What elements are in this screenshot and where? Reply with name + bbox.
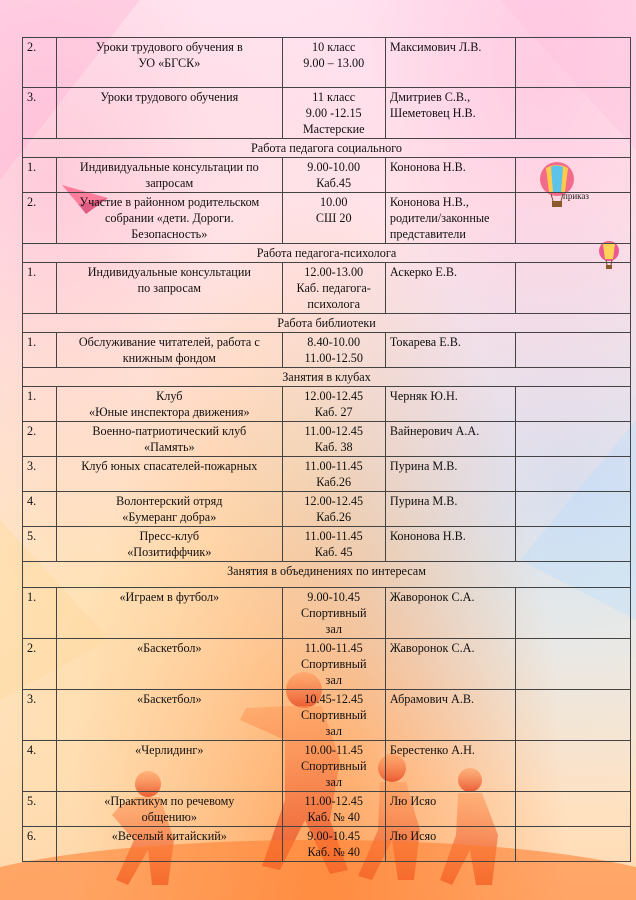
activity-cell: «Веселый китайский» [57, 827, 282, 862]
table-row [23, 193, 631, 244]
notes-cell [516, 38, 631, 88]
notes-cell [516, 333, 631, 368]
activity-cell: Индивидуальные консультации по запросам [57, 263, 282, 314]
table-row [23, 792, 631, 827]
table-row [23, 88, 631, 139]
activity-cell: Уроки трудового обучения в УО «БГСК» [57, 38, 282, 88]
notes-cell [516, 741, 631, 792]
notes-cell [516, 422, 631, 457]
time-location-cell: 11.00-11.45 Каб.26 [282, 457, 385, 492]
activity-cell: «Играем в футбол» [57, 588, 282, 639]
row-number: 1. [23, 333, 57, 368]
responsible-cell: Лю Исяо [385, 792, 515, 827]
responsible-cell: Жаворонок С.А. [385, 639, 515, 690]
table-row [23, 827, 631, 862]
responsible-cell: Дмитриев С.В., Шеметовец Н.В. [385, 88, 515, 139]
section-title: Занятия в объединениях по интересам [23, 562, 631, 588]
row-number: 5. [23, 792, 57, 827]
row-number: 2. [23, 422, 57, 457]
section-title: Занятия в клубах [23, 368, 631, 387]
row-number: 3. [23, 690, 57, 741]
row-number: 6. [23, 827, 57, 862]
schedule-table-body [23, 38, 631, 862]
activity-cell: Военно-патриотический клуб «Память» [57, 422, 282, 457]
responsible-cell: Максимович Л.В. [385, 38, 515, 88]
responsible-cell: Кононова Н.В., родители/законные представители [385, 193, 515, 244]
activity-cell: Клуб юных спасателей-пожарных [57, 457, 282, 492]
row-number: 2. [23, 193, 57, 244]
notes-cell [516, 588, 631, 639]
table-row [23, 263, 631, 314]
section-title: Работа библиотеки [23, 314, 631, 333]
time-location-cell: 12.00-12.45 Каб.26 [282, 492, 385, 527]
row-number: 1. [23, 263, 57, 314]
time-location-cell: 10.45-12.45 Спортивный зал [282, 690, 385, 741]
notes-cell [516, 527, 631, 562]
responsible-cell: Пурина М.В. [385, 492, 515, 527]
notes-cell [516, 492, 631, 527]
time-location-cell: 11.00-11.45 Каб. 45 [282, 527, 385, 562]
activity-cell: Обслуживание читателей, работа с книжным фондом [57, 333, 282, 368]
time-location-cell: 10.00-11.45 Спортивный зал [282, 741, 385, 792]
table-row [23, 422, 631, 457]
table-row [23, 38, 631, 88]
notes-cell [516, 158, 631, 193]
time-location-cell: 9.00-10.45 Каб. № 40 [282, 827, 385, 862]
section-header-row [23, 314, 631, 333]
notes-cell [516, 792, 631, 827]
section-title: Работа педагога социального [23, 139, 631, 158]
time-location-cell: 9.00-10.45 Спортивный зал [282, 588, 385, 639]
notes-cell [516, 88, 631, 139]
activity-cell: «Баскетбол» [57, 690, 282, 741]
table-row [23, 690, 631, 741]
section-header-row [23, 562, 631, 588]
section-header-row [23, 368, 631, 387]
table-row [23, 492, 631, 527]
table-row [23, 333, 631, 368]
side-note-label: приказ [563, 191, 589, 201]
notes-cell [516, 387, 631, 422]
activity-cell: Клуб «Юные инспектора движения» [57, 387, 282, 422]
row-number: 5. [23, 527, 57, 562]
responsible-cell: Токарева Е.В. [385, 333, 515, 368]
notes-cell [516, 263, 631, 314]
row-number: 4. [23, 492, 57, 527]
activity-cell: «Практикум по речевому общению» [57, 792, 282, 827]
responsible-cell: Лю Исяо [385, 827, 515, 862]
responsible-cell: Черняк Ю.Н. [385, 387, 515, 422]
time-location-cell: 11.00-12.45 Каб. 38 [282, 422, 385, 457]
responsible-cell: Аскерко Е.В. [385, 263, 515, 314]
time-location-cell: 11.00-12.45 Каб. № 40 [282, 792, 385, 827]
section-header-row [23, 139, 631, 158]
activity-cell: «Черлидинг» [57, 741, 282, 792]
row-number: 2. [23, 639, 57, 690]
responsible-cell: Пурина М.В. [385, 457, 515, 492]
responsible-cell: Вайнерович А.А. [385, 422, 515, 457]
schedule-table [22, 37, 631, 862]
table-row [23, 639, 631, 690]
row-number: 1. [23, 588, 57, 639]
time-location-cell: 10 класс 9.00 – 13.00 [282, 38, 385, 88]
time-location-cell: 10.00 СШ 20 [282, 193, 385, 244]
row-number: 2. [23, 38, 57, 88]
responsible-cell: Абрамович А.В. [385, 690, 515, 741]
row-number: 1. [23, 387, 57, 422]
row-number: 4. [23, 741, 57, 792]
row-number: 1. [23, 158, 57, 193]
time-location-cell: 9.00-10.00 Каб.45 [282, 158, 385, 193]
responsible-cell: Жаворонок С.А. [385, 588, 515, 639]
activity-cell: Пресс-клуб «Позитиффчик» [57, 527, 282, 562]
activity-cell: Индивидуальные консультации по запросам [57, 158, 282, 193]
table-row [23, 387, 631, 422]
row-number: 3. [23, 457, 57, 492]
notes-cell [516, 690, 631, 741]
time-location-cell: 12.00-12.45 Каб. 27 [282, 387, 385, 422]
time-location-cell: 12.00-13.00 Каб. педагога- психолога [282, 263, 385, 314]
table-row [23, 457, 631, 492]
notes-cell [516, 193, 631, 244]
section-header-row [23, 244, 631, 263]
notes-cell [516, 457, 631, 492]
activity-cell: Волонтерский отряд «Бумеранг добра» [57, 492, 282, 527]
table-row [23, 741, 631, 792]
table-row [23, 588, 631, 639]
activity-cell: «Баскетбол» [57, 639, 282, 690]
table-row [23, 527, 631, 562]
responsible-cell: Берестенко А.Н. [385, 741, 515, 792]
notes-cell [516, 639, 631, 690]
activity-cell: Уроки трудового обучения [57, 88, 282, 139]
table-row [23, 158, 631, 193]
row-number: 3. [23, 88, 57, 139]
time-location-cell: 11.00-11.45 Спортивный зал [282, 639, 385, 690]
notes-cell [516, 827, 631, 862]
section-title: Работа педагога-психолога [23, 244, 631, 263]
time-location-cell: 8.40-10.00 11.00-12.50 [282, 333, 385, 368]
activity-cell: Участие в районном родительском собрании «дети. Дороги. Безопасность» [57, 193, 282, 244]
responsible-cell: Кононова Н.В. [385, 158, 515, 193]
time-location-cell: 11 класс 9.00 -12.15 Мастерские [282, 88, 385, 139]
responsible-cell: Кононова Н.В. [385, 527, 515, 562]
